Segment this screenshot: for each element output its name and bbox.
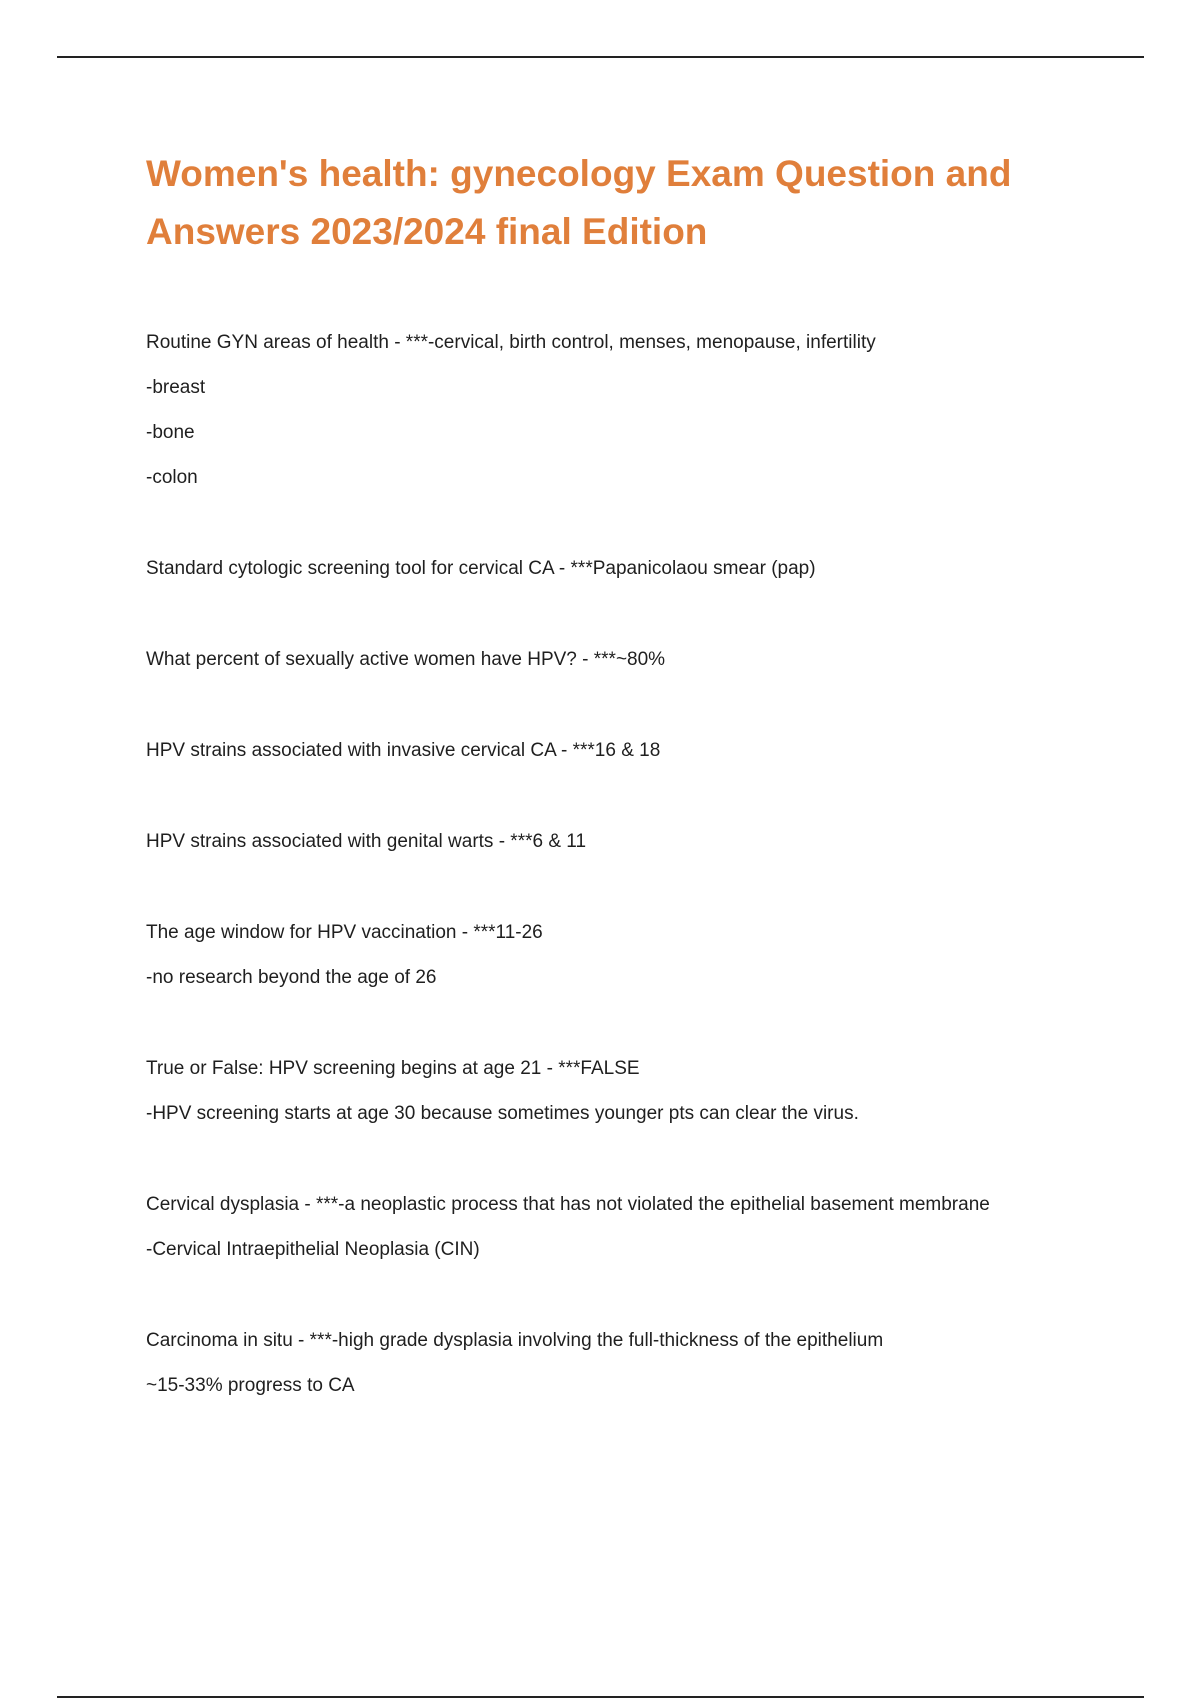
qa-line: -bone (146, 422, 195, 443)
header-rule (57, 56, 1144, 58)
footer-rule (57, 1696, 1144, 1698)
qa-line: Routine GYN areas of health - ***-cervical, birth control, menses, menopause, infertility (146, 332, 876, 353)
qa-item-hpv-wart-strains (146, 819, 1106, 864)
qa-line: -breast (146, 377, 206, 398)
qa-line: -colon (146, 467, 198, 488)
qa-line: Standard cytologic screening tool for cervical CA - ***Papanicolaou smear (pap) (146, 558, 816, 579)
qa-item-carcinoma-in-situ (146, 1318, 1106, 1408)
qa-item-hpv-percent (146, 637, 1106, 682)
qa-item-hpv-invasive-strains (146, 728, 1106, 773)
qa-line: -HPV screening starts at age 30 because sometimes younger pts can clear the virus. (146, 1103, 859, 1124)
qa-line: ~15-33% progress to CA (146, 1375, 355, 1396)
qa-line: Cervical dysplasia - ***-a neoplastic process that has not violated the epithelial basement membrane (146, 1194, 990, 1215)
qa-line: HPV strains associated with invasive cervical CA - ***16 & 18 (146, 740, 661, 761)
qa-item-routine-gyn (146, 320, 1106, 500)
qa-line: What percent of sexually active women have HPV? - ***~80% (146, 649, 666, 670)
qa-item-hpv-screening-age (146, 1046, 1106, 1136)
qa-item-cytologic-screening (146, 546, 1106, 591)
qa-line: Carcinoma in situ - ***-high grade dysplasia involving the full-thickness of the epithelium (146, 1330, 884, 1351)
qa-line: The age window for HPV vaccination - ***11-26 (146, 922, 543, 943)
qa-item-cervical-dysplasia (146, 1182, 1106, 1272)
qa-line: HPV strains associated with genital warts - ***6 & 11 (146, 831, 587, 852)
qa-line: -no research beyond the age of 26 (146, 967, 437, 988)
qa-list (146, 320, 1106, 1454)
document-title: Women's health: gynecology Exam Question and Answers 2023/2024 final Edition (146, 153, 1012, 252)
qa-line: -Cervical Intraepithelial Neoplasia (CIN) (146, 1239, 480, 1260)
qa-line: True or False: HPV screening begins at age 21 - ***FALSE (146, 1058, 640, 1079)
qa-item-hpv-vaccination-age (146, 910, 1106, 1000)
